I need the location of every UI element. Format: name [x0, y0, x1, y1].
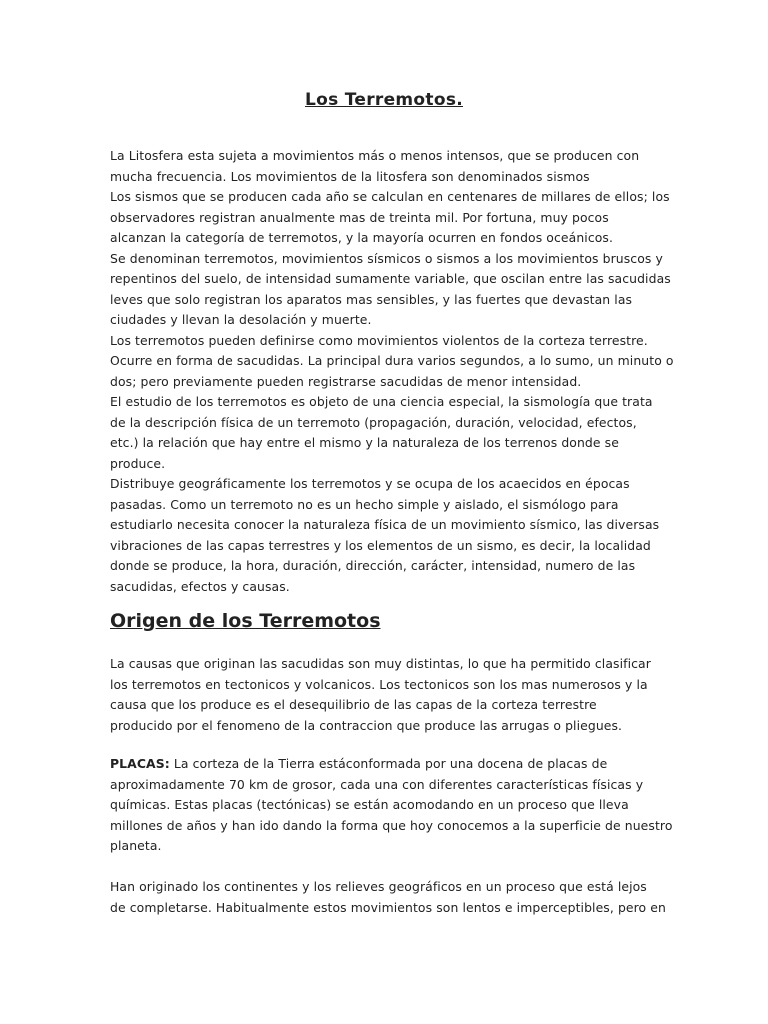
text-line: etc.) la relación que hay entre el mismo y la naturaleza de los terrenos donde se: [110, 435, 619, 450]
text-line: producido por el fenomeno de la contraccion que produce las arrugas o pliegues.: [110, 717, 623, 733]
text-line: repentinos del suelo, de intensidad sumamente variable, que oscilan entre las sacudidas: [110, 271, 671, 286]
text-line: alcanzan la categoría de terremotos, y la mayoría ocurren en fondos oceánicos.: [110, 230, 614, 245]
text-line: aproximadamente 70 km de grosor, cada una con diferentes características físicas y: [110, 776, 644, 792]
text-line: mucha frecuencia. Los movimientos de la litosfera son denominados sismos: [110, 168, 590, 184]
final-paragraph: [110, 877, 670, 918]
text-line: Distribuye geográficamente los terremotos y se ocupa de los acaecidos en épocas: [110, 476, 630, 491]
placas-first-line: [110, 754, 670, 775]
text-line: Se denominan terremotos, movimientos sísmicos o sismos a los movimientos bruscos y: [110, 250, 663, 266]
placas-label: PLACAS:: [110, 756, 170, 771]
text-line: produce.: [110, 455, 166, 471]
text-line: millones de años y han ido dando la forma que hoy conocemos a la superficie de nuestro: [110, 817, 673, 833]
text-line: ciudades y llevan la desolación y muerte.: [110, 312, 372, 327]
text-line: El estudio de los terremotos es objeto de una ciencia especial, la sismología que trata: [110, 394, 653, 409]
text-line: vibraciones de las capas terrestres y los elementos de un sismo, es decir, la localidad: [110, 537, 651, 553]
text-line: La Litosfera esta sujeta a movimientos más o menos intensos, que se producen con: [110, 148, 640, 163]
text-line: La corteza de la Tierra estáconformada por una docena de placas de: [169, 756, 608, 771]
text-line: Los terremotos pueden definirse como movimientos violentos de la corteza terrestre.: [110, 332, 648, 348]
text-line: leves que solo registran los aparatos mas sensibles, y las fuertes que devastan las: [110, 291, 633, 307]
section-heading: Origen de los Terremotos: [110, 610, 381, 632]
text-line: los terremotos en tectonicos y volcanicos. Los tectonicos son los mas numerosos y la: [110, 676, 648, 692]
placas-paragraph: [110, 754, 673, 857]
text-line: Los sismos que se producen cada año se calculan en centenares de millares de ellos; los: [110, 189, 670, 204]
text-line: sacudidas, efectos y causas.: [110, 578, 290, 594]
text-line: planeta.: [110, 838, 162, 853]
text-line: químicas. Estas placas (tectónicas) se están acomodando en un proceso que lleva: [110, 797, 629, 812]
text-line: pasadas. Como un terremoto no es un hecho simple y aislado, el sismólogo para: [110, 496, 619, 512]
text-line: dos; pero previamente pueden registrarse sacudidas de menor intensidad.: [110, 373, 582, 389]
text-line: Ocurre en forma de sacudidas. La principal dura varios segundos, a lo sumo, un minuto o: [110, 353, 674, 368]
document-title: Los Terremotos.: [305, 90, 463, 110]
text-line: estudiarlo necesita conocer la naturaleza física de un movimiento sísmico, las diversas: [110, 517, 660, 532]
text-line: donde se produce, la hora, duración, dirección, carácter, intensidad, numero de las: [110, 558, 636, 573]
text-line: Han originado los continentes y los relieves geográficos en un proceso que está lejos: [110, 879, 647, 894]
text-line: de la descripción física de un terremoto (propagación, duración, velocidad, efectos,: [110, 414, 637, 430]
origin-paragraph: [110, 654, 670, 736]
intro-paragraph: [110, 146, 674, 597]
text-line: causa que los produce es el desequilibrio de las capas de la corteza terrestre: [110, 697, 597, 712]
text-line: de completarse. Habitualmente estos movimientos son lentos e imperceptibles, pero en: [110, 899, 666, 915]
text-line: La causas que originan las sacudidas son muy distintas, lo que ha permitido clasificar: [110, 656, 651, 671]
text-line: observadores registran anualmente mas de treinta mil. Por fortuna, muy pocos: [110, 209, 609, 225]
